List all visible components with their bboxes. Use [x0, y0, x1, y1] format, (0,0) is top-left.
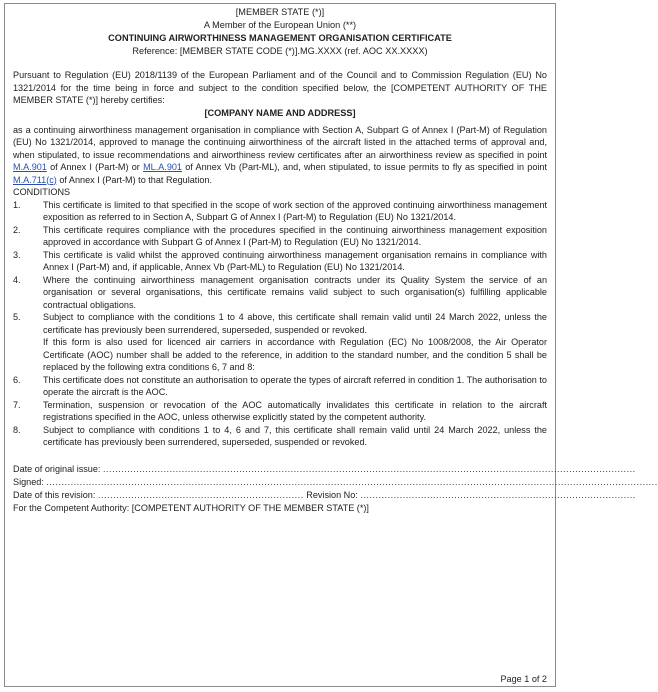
conditions-heading: CONDITIONS: [13, 187, 71, 197]
condition-item: [13, 249, 547, 274]
condition-text: Where the continuing airworthiness management organisation contracts under its Quality System the service of an organisation or several organisations, this certificate remains valid subject to such organisation(s) fulfilling applicable contractual obligations.: [43, 274, 547, 310]
link-ma901[interactable]: M.A.901: [13, 162, 47, 172]
condition-number: 4.: [13, 274, 21, 285]
condition-number: 8.: [13, 424, 21, 435]
link-ma711c[interactable]: M.A.711(c): [13, 174, 57, 185]
condition-text: Subject to compliance with the conditions 1 to 4 above, this certificate shall remain valid until 24 March 2022, unless the certificate has previously been surrendered, superseded, suspended or revoked.: [43, 312, 547, 335]
condition-number: 2.: [13, 224, 21, 235]
approval-text-1: as a continuing airworthiness management organisation in compliance with Section A, Subpart G of Annex I (Part-M) of Regulation (EU) No 1321/2014, approved to manage the continuing airworthiness of the aircraft listed in the attached terms of approval and, when stipulated, to issue recommendations and airworthiness review certificates after an airworthiness review as specified in point: [13, 124, 547, 160]
condition-text: This certificate requires compliance with the procedures specified in the continuing airworthiness management exposition approved in accordance with Subpart G of Annex I (Part-M) to Regulation (EU) No 1321/2014.: [43, 224, 547, 247]
signed-line: [13, 476, 658, 489]
condition-note: [13, 336, 547, 374]
original-issue-dotted-line: ................................................................................................................................................................................: [102, 463, 636, 474]
condition-text: If this form is also used for licenced air carriers in accordance with Regulation (EC) No 1008/2008, the Air Operator Certificate (AOC) number shall be added to the reference, in addition to the standard number, and the condition 5 shall be replaced by the following extra conditions 6, 7 and 8:: [43, 337, 547, 372]
conditions-list: [13, 199, 547, 449]
condition-number: 1.: [13, 199, 21, 210]
authority-line: For the Competent Authority: [COMPETENT AUTHORITY OF THE MEMBER STATE (*)]: [13, 502, 369, 513]
intro-paragraph: Pursuant to Regulation (EU) 2018/1139 of the European Parliament and of the Council and to Commission Regulation (EU) No 1321/2014 for the time being in force and subject to the condition specified below, the [COMPETENT AUTHORITY OF THE MEMBER STATE (*)] hereby certifies:: [13, 70, 547, 105]
condition-number: 7.: [13, 399, 21, 410]
eu-member-line: A Member of the European Union (**): [203, 20, 357, 30]
approval-text-4: of Annex I (Part-M) to that Regulation.: [59, 174, 212, 185]
signed-dotted-line: ..........................................................................................................................................................................................................: [46, 476, 658, 487]
condition-number: 3.: [13, 249, 21, 260]
link-mla901[interactable]: ML.A.901: [143, 162, 182, 172]
approval-paragraph: [13, 124, 547, 187]
condition-text: This certificate is limited to that specified in the scope of work section of the approved continuing airworthiness management exposition as referred to in Section A, Subpart G of Annex I (Part-M) to Regulation (EU) No 1321/2014.: [43, 199, 547, 222]
condition-text: Termination, suspension or revocation of the AOC automatically invalidates this certificate in relation to the aircraft registrations specified in the AOC, unless otherwise explicitly stated by the competent authority.: [43, 399, 547, 422]
signed-label: Signed:: [13, 476, 44, 487]
condition-item: [13, 311, 547, 336]
condition-text: This certificate is valid whilst the approved continuing airworthiness management organisation remains in compliance with Annex I (Part-M) and, if applicable, Annex Vb (Part-ML) to Regulation (EU) No 1321/2014.: [43, 249, 547, 272]
condition-item: [13, 224, 547, 249]
approval-text-2: of Annex I (Part-M) or: [50, 162, 140, 172]
condition-item: [13, 424, 547, 449]
condition-number: 5.: [13, 312, 21, 322]
certificate-reference: Reference: [MEMBER STATE CODE (*)].MG.XXXX (ref. AOC XX.XXXX): [132, 46, 428, 56]
condition-text: This certificate does not constitute an authorisation to operate the types of aircraft referred in condition 1. The authorisation to operate the aircraft is the AOC.: [43, 374, 547, 397]
original-issue-label: Date of original issue:: [13, 463, 101, 474]
revision-no-dotted-line: ...........................................................................................: [360, 489, 636, 500]
revision-date-dotted-line: ....................................................................: [97, 489, 304, 500]
revision-no-label: Revision No:: [306, 489, 358, 500]
revision-line: [13, 489, 636, 502]
company-name-address: [COMPANY NAME AND ADDRESS]: [204, 107, 356, 118]
page-number: Page 1 of 2: [500, 674, 547, 684]
condition-item: [13, 274, 547, 312]
condition-text: Subject to compliance with conditions 1 to 4, 6 and 7, this certificate shall remain valid until 24 March 2022, unless the certificate has previously been surrendered, superseded, suspended or revoked.: [43, 424, 547, 447]
certificate-page: [4, 3, 658, 687]
original-issue-line: [13, 463, 636, 476]
certificate-title: CONTINUING AIRWORTHINESS MANAGEMENT ORGANISATION CERTIFICATE: [108, 33, 452, 43]
certificate-content: [13, 6, 658, 515]
approval-text-3: of Annex Vb (Part-ML), and, when stipulated, to issue permits to fly as specified in point: [185, 162, 547, 172]
condition-item: [13, 199, 547, 224]
condition-item: [13, 399, 547, 424]
revision-date-label: Date of this revision:: [13, 489, 96, 500]
condition-item: [13, 374, 547, 399]
condition-number: 6.: [13, 374, 21, 385]
member-state-header: [MEMBER STATE (*)]: [235, 7, 325, 17]
